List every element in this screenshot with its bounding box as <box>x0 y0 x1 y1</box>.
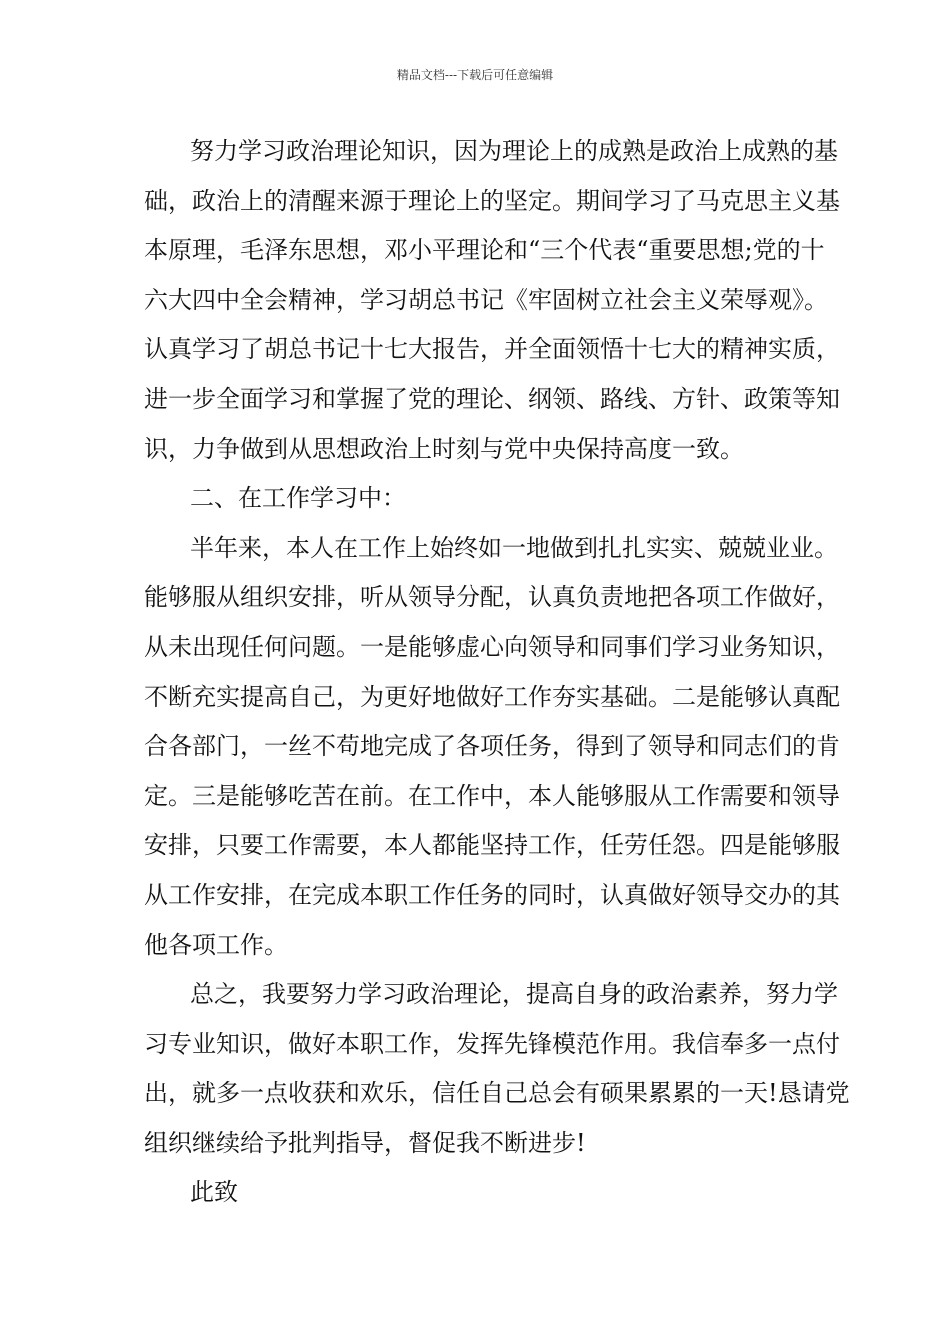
paragraph <box>144 127 840 474</box>
paragraph <box>144 524 840 970</box>
text-line: 努力学习政治理论知识，因为理论上的成熟是政治上成熟的基 <box>190 137 838 165</box>
text-line: 总之，我要努力学习政治理论，提高自身的政治素养，努力学 <box>190 980 838 1009</box>
text-line: 半年来，本人在工作上始终如一地做到扎扎实实、兢兢业业。 <box>190 533 838 562</box>
paragraph <box>144 474 806 524</box>
text-line: 此致 <box>190 1178 238 1207</box>
text-line: 定。三是能够吃苦在前。在工作中，本人能够服从工作需要和领导 <box>144 781 840 810</box>
text-line: 二、在工作学习中： <box>190 484 406 513</box>
text-line: 从工作安排，在完成本职工作任务的同时，认真做好领导交办的其 <box>144 880 840 909</box>
text-line: 合各部门，一丝不苟地完成了各项任务，得到了领导和同志们的肯 <box>144 732 840 761</box>
text-line: 安排，只要工作需要，本人都能坚持工作，任劳任怨。四是能够服 <box>144 831 840 860</box>
text-line: 识，力争做到从思想政治上时刻与党中央保持高度一致。 <box>144 434 744 463</box>
paragraph <box>144 1168 806 1218</box>
text-line: 认真学习了胡总书记十七大报告，并全面领悟十七大的精神实质， <box>144 335 840 364</box>
text-line: 不断充实提高自己，为更好地做好工作夯实基础。二是能够认真配 <box>144 682 840 711</box>
text-line: 习专业知识，做好本职工作，发挥先锋模范作用。我信奉多一点付 <box>144 1029 840 1058</box>
text-line: 础，政治上的清醒来源于理论上的坚定。期间学习了马克思主义基 <box>144 186 840 215</box>
text-line: 六大四中全会精神，学习胡总书记《牢固树立社会主义荣辱观》。 <box>144 285 828 314</box>
text-line: 从未出现任何问题。一是能够虚心向领导和同事们学习业务知识， <box>144 632 840 661</box>
text-line: 出，就多一点收获和欢乐，信任自己总会有硕果累累的一天!恳请党 <box>144 1079 850 1108</box>
text-line: 进一步全面学习和掌握了党的理论、纲领、路线、方针、政策等知 <box>144 384 840 413</box>
text-line: 能够服从组织安排，听从领导分配，认真负责地把各项工作做好， <box>144 583 840 612</box>
paragraph <box>144 970 850 1168</box>
page-header: 精品文档---下载后可任意编辑 <box>396 68 554 82</box>
text-line: 他各项工作。 <box>144 930 288 959</box>
document-body <box>144 127 850 1218</box>
text-line: 本原理，毛泽东思想，邓小平理论和“三个代表“重要思想;党的十 <box>144 236 825 265</box>
text-line: 组织继续给予批判指导，督促我不断进步! <box>144 1128 586 1157</box>
